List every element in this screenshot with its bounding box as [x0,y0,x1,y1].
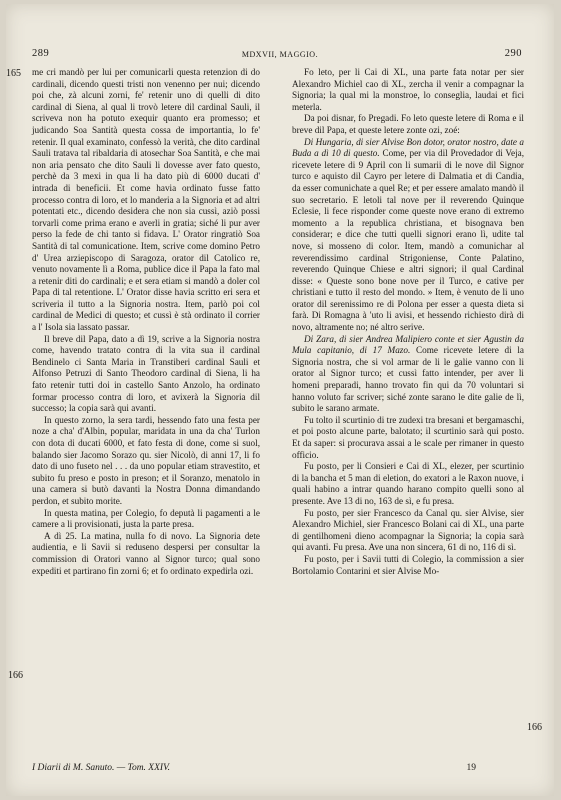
footer-title: I Diarii di M. Sanuto. — Tom. XXIV. [32,763,171,773]
paragraph: Da poi disnar, fo Pregadi. Fo leto queste letere di Roma e il breve dil Papa, et queste letere zonte ozi, zoé: [292,113,524,135]
paragraph: Fo leto, per li Cai di XL, una parte fata notar per sier Alexandro Michiel cao di XL, zercha il venir a compagnar la Signoria; la qual mi la monstroe, lo conseglia, laudai et fici meterla. [292,67,524,112]
paragraph: me cri mandò per lui per comunicarli questa retenzion di do cardinali, dicendo questi tristi non venenno per nui; dicendo poi che, zà alcuni zorni, fe' retenir uno di quelli di dito cardinal di Siena, al qual li trovò letere dil cardinal Sauli, il scriveva non ha potuto exequir quanto era promesso; et judicando Soa Santità questa cossa de importantia, lo fe' retenir. Il qual examinato, confessò la verità, che dito cardinal Sauli tratava tal ribaldaria di atosechar Soa Santità, e che mai non aria pensato che dito Sauli li dovesse aver fato questo, perchè da 3 mexi in qua li ha dato più di 6000 ducati d' intrada di beneficii. Et come havia ordinato fusse fatto processo contra di loro, et lo manderia a la Signoria et ad altri potentati etc., dicendo desidera che non sia cussì, aziò possi torvarli come prima erano e averli in gratia; siché li pur aver perso la fede de chi tanto si fidava. L' Orator ringratiò Soa Santità di tal comunicatione. Item, scrive come domino Petro d' Urea arziepiscopo di Saragoza, orator dil Catolico re, venuto novamente lì a Roma, publice dice il Papa la fato mal a retenir diti do cardinali; e et sera etiam si mandò a doler col Papa di tal retentione. L' Orator disse havia scritto eri sera et scriveria il tutto a la Signoria nostra. Item, parlò poi col cardinal de Medici di questo; et cussì è stà ordinato il corrier a l' Isola sia lassato passar. [32,67,260,333]
paragraph: Fu tolto il scurtinio di tre zudexi tra bresani et bergamaschi, et poi posto alcune parte, balotato; il scurtinio sarà qui posto. Et da saper: si procurava assai a le scale per rimaner in questo officio. [292,414,524,460]
paragraph: In questo zorno, la sera tardi, hessendo fato una festa per noze a cha' d'Albin, popular, maridata in una da cha' Turlon con dota di ducati 6000, et fato festa di done, come si suol, balando sier Jacomo Sorazo qu. sier Nicolò, di anni 17, li fo dato di uno fuseto nel . . . da uno popular etiam stravestito, et subito fu preso e posto in preson; et il Soranzo, menatolo in una camera si butò davanti la Nostra Donna dimandando perdon, et subito morite. [32,414,260,506]
letter-heading: Di Hungaria, di sier Alvise Bon dotor, orator nostro, date a Buda a dì 10 di questo. [292,136,524,159]
paragraph: Fu posto, per i Savii tutti di Colegio, la commission a sier Bortolamio Contarini et sier Alvise Mo- [292,553,524,576]
paragraph: Il breve dil Papa, dato a dì 19, scrive a la Signoria nostra come, havendo tratato contra di la vita sua il cardinal Bendinelo ci Santa Maria in Transtiberi cardinal Sauli et Alfonso Petruzi di Santo Theodoro cardinal di Siena, li ha fato retenir tutti doi in castello Santo Anzolo, ha ordinato formar processo contra di loro, et avixerà la Signoria dil successo; la copia sarà qui avanti. [32,333,260,414]
paragraph: Fu posto, per li Consieri e Cai di XL, elezer, per scurtinio di la bancha et 5 man di eletion, do exatori a le Raxon nuove, i quali habino a intrar quando harano compito quelli sono al presente. Ave 13 di no, 163 de sì, e fu presa. [292,461,524,506]
letter-body: Come, per via dil Provedador di Veja, ricevete letere di 9 April con li sumarii di le nove dil Signor turco e aquisto dil Cayro per letere di Dalmatia et di Candia, da esser comunichate a quel Re; et per essere amalato mandò il suo secretario. E letoli tal nove per il reverendo Quinque Eclesie, li fece risponder come queste nove erano di extremo momento a la republica christiana, et bisognava ben considerar; e dice che tutti quelli signori erano lì, udite tal nove, si mosseno di color. Item, mandò a comunichar al reverendissimo cardinal Strigoniense, Conte Palatino, reverendo Quinque Chiese e altri signori; il qual Cardinal disse: « Queste sono bone nove per il Turco, e cative per christiani e tutto il resto del mondo. » Item, è venuto de li uno orator dil serenissimo re di Polona per esser a questa dieta si farà. Di Romagna à 'uto li avisi, et hessendo richiesto dirà di novo, altramente no; né altro serive. [292,148,524,333]
paragraph: In questa matina, per Colegio, fo deputà li pagamenti a le camere a li provisionati, justa la parte presa. [32,507,260,530]
page-number-left: 289 [32,48,50,59]
running-title: MDXVII, MAGGIO. [241,50,319,59]
signature-mark: 19 [466,763,476,773]
book-page [6,4,554,796]
margin-number-166-left: 166 [8,670,23,681]
page-number-right: 290 [504,48,522,59]
left-column [32,67,260,577]
letter-paragraph [292,334,524,415]
paragraph: Fu posto, per sier Francesco da Canal qu. sier Alvise, sier Alexandro Michiel, sier Francesco Bolani cai di XL, una parte di gentilhomeni dieno acompagnar la Signoria; la copia sarà qui avanti. Fu presa. Ave una non sincera, 61 di no, 116 di sì. [292,507,524,553]
paragraph: A dì 25. La matina, nulla fo di novo. La Signoria dete audientia, e li Savii si reduseno despersi per consultar la commission di Oratori vanno al Signor turco; qual sono expediti et partirano fin zorni 6; et fo ordinato expedirla ozi. [32,530,260,576]
letter-paragraph [292,137,524,334]
margin-number-166-right: 166 [527,722,542,733]
letter-body: Come ricevete letere di la Signoria nostra, che si vol armar de li le galie vanno con li orator al Signor turco; et cussì fatto intender, per aver li homeni preparadi, hanno trovato fin qui da 70 voluntari si hanno voluto far scriver; siché zonte sarano le dite galie de lì, subito le sarano armate. [292,345,524,414]
right-column [292,67,524,577]
letter-heading: Di Zara, di sier Andrea Malipiero conte et sier Agustin da Mula capitanio, di 17 Mazo. [292,333,524,356]
margin-number-165: 165 [6,68,21,79]
